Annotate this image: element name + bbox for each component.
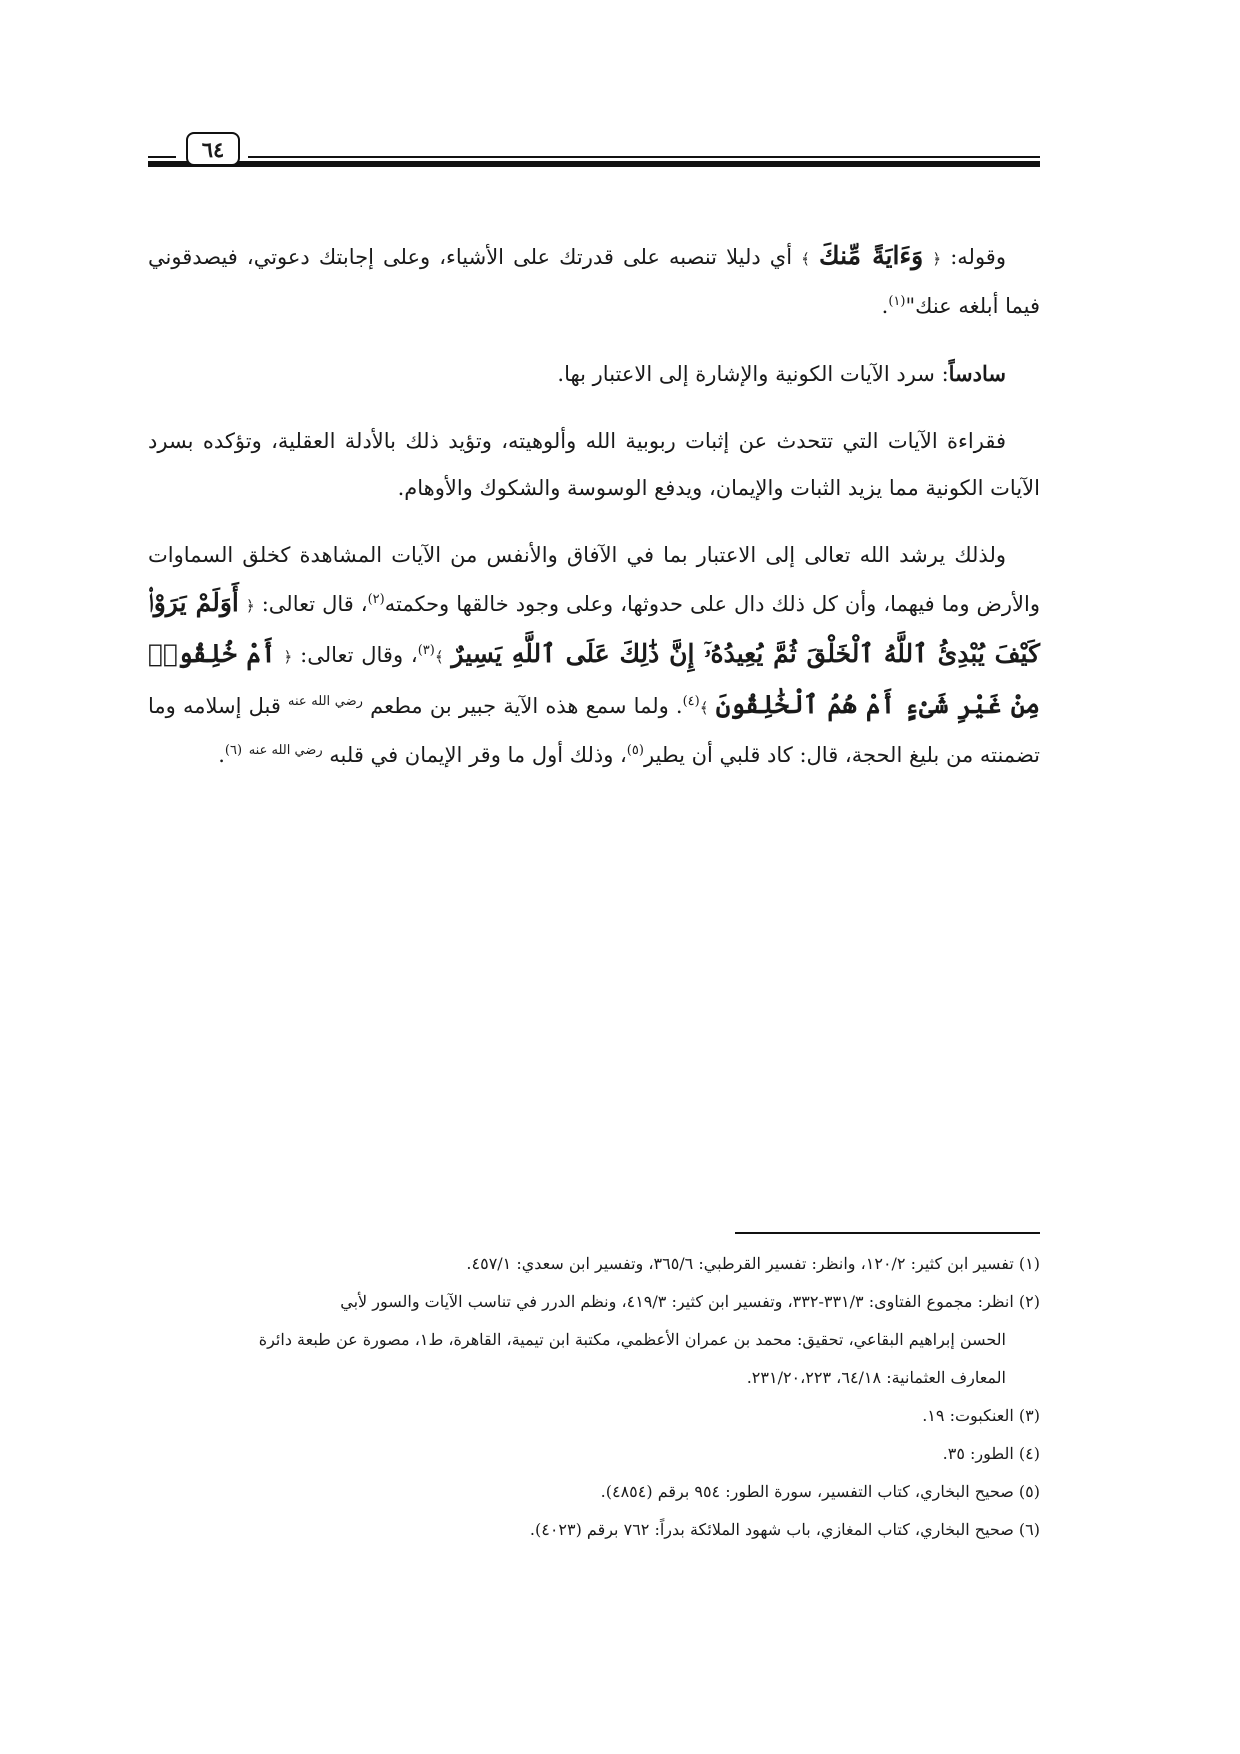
paragraph-1: وقوله: ﴿ وَءَايَةً مِّنكَ ﴾ أي دليلا تنصبه على قدرتك على الأشياء، وعلى إجابتك دعوتي، فيصدقوني فيما أبلغه عنك"$^{(١)}$. xyxy=(148,241,1040,318)
paragraph-2: سادساً: سرد الآيات الكونية والإشارة إلى الاعتبار بها. xyxy=(557,361,1006,386)
quran-verse: وَءَايَةً مِّنكَ xyxy=(819,241,924,270)
paragraph-3: فقراءة الآيات التي تتحدث عن إثبات ربوبية الله وألوهيته، وتؤيد ذلك بالأدلة العقلية، وتؤكده بسرد الآيات الكونية مما يزيد الثبات والإيمان، ويدفع الوسوسة والشكوك والأوهام. xyxy=(148,429,1040,500)
footnote-1: (١) تفسير ابن كثير: ١٢٠/٢، وانظر: تفسير القرطبي: ٣٦٥/٦، وتفسير ابن سعدي: ٤٥٧/١. xyxy=(466,1254,1040,1273)
footnote-ref-2: (٢) xyxy=(367,592,385,607)
footnote-ref-6: (٦) xyxy=(224,743,243,758)
footnote-ref-1: (١) xyxy=(888,294,906,309)
quran-verse: أَمْ خُلِقُوا۟ مِنْ غَيْرِ شَىْءٍ أَمْ هُمُ ٱلْخَٰلِقُونَ xyxy=(148,639,1040,719)
header-rule-thin xyxy=(148,156,1040,158)
footnote-4: (٤) الطور: ٣٥. xyxy=(942,1444,1040,1463)
verse-close-ornament: ﴾ xyxy=(801,250,810,268)
footnote-ref-5: (٥) xyxy=(626,743,644,758)
header-rule-thick xyxy=(148,161,1040,167)
honorific: رضي الله عنه xyxy=(288,694,363,709)
verse-open-ornament: ﴿ xyxy=(932,250,942,268)
paragraph-4: ولذلك يرشد الله تعالى إلى الاعتبار بما في الآفاق والأنفس من الآيات المشاهدة كخلق السماوات والأرض وما فيهما، وأن كل ذلك دال على حدوثها، وعلى وجود خالقها وحكمته$^{(٢)}$، قال تعالى: ﴿ أَوَلَمْ يَرَوْا۟ كَيْفَ يُبْدِئُ ٱللَّهُ ٱلْخَلْقَ ثُمَّ يُعِيدُهُۥٓ إِنَّ ذَٰلِكَ عَلَى ٱللَّهِ يَسِيرٌ ﴾$^{(٣)}$، وقال تعالى: ﴿ أَمْ خُلِقُوا۟ مِنْ غَيْرِ شَىْءٍ أَمْ هُمُ ٱلْخَٰلِقُونَ ﴾$^{(٤)}$. ولما سمع هذه الآية جبير بن مطعم $^{رضي الله عنه}$ قبل إسلامه وما تضمنته من بليغ الحجة، قال: كاد قلبي أن يطير$^{(٥)}$، وذلك أول ما وقر الإيمان في قلبه $^{رضي الله عنه}$ $^{(٦)}$. xyxy=(148,543,1041,767)
footnote-ref-3: (٣) xyxy=(417,643,435,658)
footnote-2: (٢) انظر: مجموع الفتاوى: ٣٣١/٣-٣٣٢، وتفسير ابن كثير: ٤١٩/٣، ونظم الدرر في تناسب الآيات والسور لأبي xyxy=(340,1292,1040,1311)
main-text xyxy=(148,232,1040,799)
footnote-2-cont: المعارف العثمانية: ٦٤/١٨، ٢٣١/٢٠،٢٢٣. xyxy=(746,1368,1006,1387)
footnote-separator xyxy=(735,1232,1040,1234)
footnote-6: (٦) صحيح البخاري، كتاب المغازي، باب شهود الملائكة بدراً: ٧٦٢ برقم (٤٠٢٣). xyxy=(529,1520,1040,1539)
footnote-ref-4: (٤) xyxy=(682,694,700,709)
footnote-2-cont: الحسن إبراهيم البقاعي، تحقيق: محمد بن عمران الأعظمي، مكتبة ابن تيمية، القاهرة، ط١، مصورة عن طبعة دائرة xyxy=(258,1330,1006,1349)
footnotes xyxy=(148,1245,1040,1549)
honorific: رضي الله عنه xyxy=(248,743,323,758)
footnote-3: (٣) العنكبوت: ١٩. xyxy=(922,1406,1040,1425)
page-number: ٦٤ xyxy=(186,132,240,166)
section-heading: سادساً xyxy=(948,361,1006,386)
footnote-5: (٥) صحيح البخاري، كتاب التفسير، سورة الطور: ٩٥٤ برقم (٤٨٥٤). xyxy=(600,1482,1040,1501)
page-header xyxy=(148,130,1040,170)
quran-verse: أَوَلَمْ يَرَوْا۟ كَيْفَ يُبْدِئُ ٱللَّهُ ٱلْخَلْقَ ثُمَّ يُعِيدُهُۥٓ إِنَّ ذَٰلِكَ عَلَى ٱللَّهِ يَسِيرٌ xyxy=(148,588,1040,668)
